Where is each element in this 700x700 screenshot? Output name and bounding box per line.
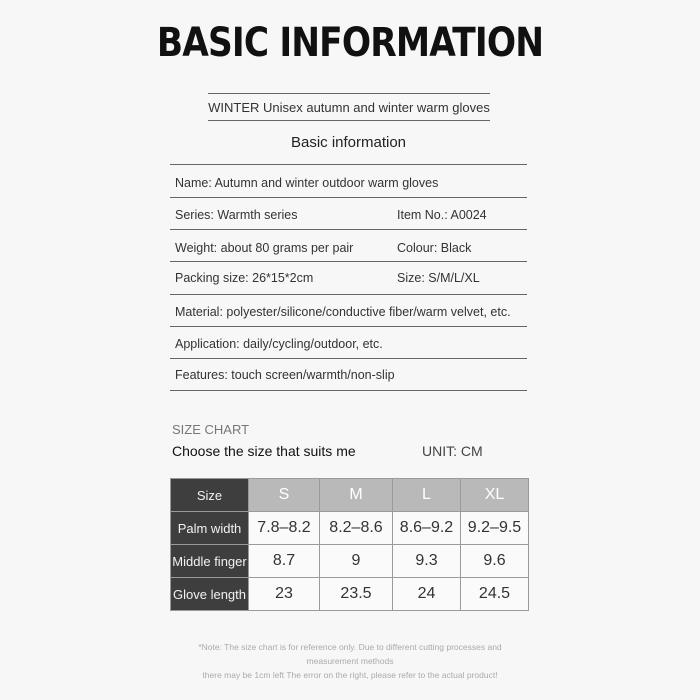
table-cell: 9.6 (461, 545, 529, 578)
size-table-corner: Size (171, 479, 249, 512)
divider (208, 93, 490, 94)
note-line: there may be 1cm left The error on the right, please refer to the actual product! (202, 670, 498, 680)
table-cell: 9 (320, 545, 393, 578)
table-cell: 23 (249, 578, 320, 611)
table-cell: 24 (393, 578, 461, 611)
table-cell: 7.8–8.2 (249, 512, 320, 545)
table-row (171, 545, 529, 578)
row-label-palm-width: Palm width (171, 512, 249, 545)
table-cell: 8.2–8.6 (320, 512, 393, 545)
size-chart-prompt: Choose the size that suits me (172, 443, 356, 459)
divider (170, 358, 527, 359)
row-label-middle-finger: Middle finger (171, 545, 249, 578)
divider (208, 120, 490, 121)
table-row (171, 512, 529, 545)
note-line: measurement methods (306, 656, 394, 666)
size-col-xl: XL (461, 479, 529, 512)
product-subtitle: WINTER Unisex autumn and winter warm gloves (208, 100, 490, 115)
size-col-l: L (393, 479, 461, 512)
size-col-s: S (249, 479, 320, 512)
size-note (150, 640, 550, 682)
size-table-header-row (171, 479, 529, 512)
note-line: *Note: The size chart is for reference only. Due to different cutting processes and (198, 642, 502, 652)
info-size: Size: S/M/L/XL (397, 271, 480, 285)
divider (170, 164, 527, 165)
row-label-glove-length: Glove length (171, 578, 249, 611)
section-heading: Basic information (290, 134, 407, 151)
info-packing: Packing size: 26*15*2cm (175, 271, 314, 285)
info-colour: Colour: Black (397, 241, 472, 255)
table-cell: 8.7 (249, 545, 320, 578)
info-features: Features: touch screen/warmth/non-slip (175, 368, 395, 382)
info-item-no: Item No.: A0024 (397, 208, 487, 222)
info-series: Series: Warmth series (175, 208, 298, 222)
info-application: Application: daily/cycling/outdoor, etc. (175, 337, 383, 351)
divider (170, 294, 527, 295)
size-chart-label: SIZE CHART (172, 422, 250, 437)
table-cell: 23.5 (320, 578, 393, 611)
divider (170, 197, 527, 198)
divider (170, 261, 527, 262)
table-cell: 24.5 (461, 578, 529, 611)
divider (170, 390, 527, 391)
info-material: Material: polyester/silicone/conductive fiber/warm velvet, etc. (175, 305, 511, 319)
table-cell: 9.2–9.5 (461, 512, 529, 545)
table-row (171, 578, 529, 611)
divider (170, 229, 527, 230)
table-cell: 9.3 (393, 545, 461, 578)
size-chart-unit: UNIT: CM (422, 443, 483, 459)
table-cell: 8.6–9.2 (393, 512, 461, 545)
info-name: Name: Autumn and winter outdoor warm gloves (175, 176, 439, 190)
info-weight: Weight: about 80 grams per pair (175, 241, 354, 255)
divider (170, 326, 527, 327)
page-title: BASIC INFORMATION (156, 20, 544, 66)
size-col-m: M (320, 479, 393, 512)
size-table (170, 478, 529, 611)
